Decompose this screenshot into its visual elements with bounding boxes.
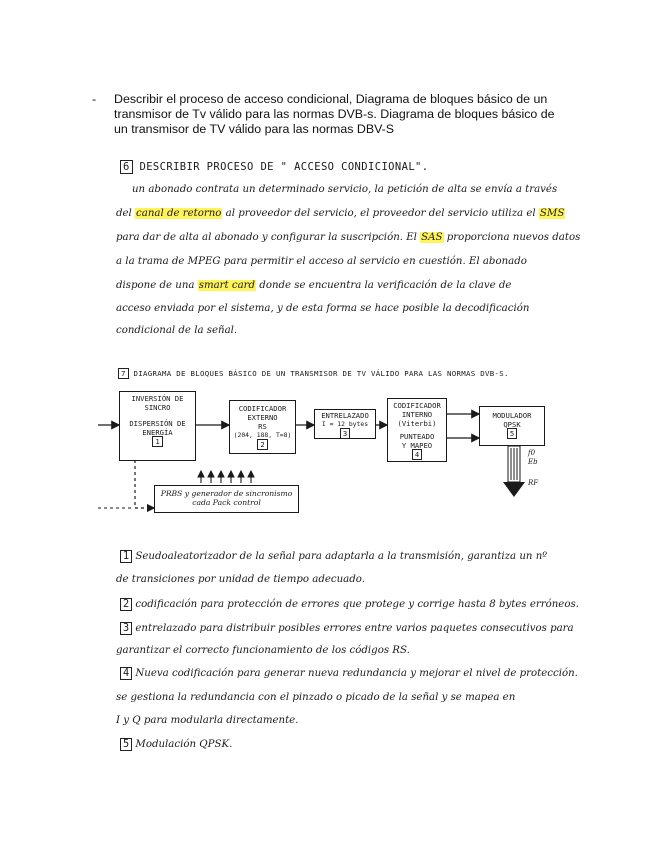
highlight-canal-de-retorno: canal de retorno (136, 208, 222, 219)
block-label: CODIFICADOR (238, 404, 287, 413)
note-text: entrelazado para distribuir posibles errores entre varios paquetes consecutivos para (135, 623, 574, 634)
note-3-cont (116, 645, 410, 656)
block-label: I = 12 bytes (321, 420, 369, 428)
note-text: Modulación QPSK. (135, 739, 233, 750)
note-text: de transiciones por unidad de tiempo adecuado. (116, 574, 365, 585)
note-text: Nueva codificación para generar nueva redundancia y mejorar el nivel de protección. (135, 668, 578, 679)
block-label: INVERSIÓN DE (131, 394, 184, 403)
note-text: garantizar el correcto funcionamiento de los códigos RS. (116, 645, 410, 656)
block-label: INTERNO (401, 410, 433, 419)
block-label (120, 412, 195, 419)
highlight-smart-card: smart card (198, 280, 256, 291)
note-4 (120, 668, 578, 679)
note-text: Seudoaleatorizador de la señal para adaptarla a la transmisión, garantiza un nº (135, 551, 548, 562)
note-number: 5 (120, 738, 132, 751)
block-label: cada Pack control (192, 498, 261, 507)
note-4-cont (116, 715, 298, 726)
block-label: MODULADOR (492, 411, 532, 420)
note-number: 1 (120, 550, 132, 563)
note-number: 3 (120, 622, 132, 635)
block-prbs-sync-generator (154, 485, 299, 513)
block-label: QPSK (503, 420, 521, 429)
note-1-cont (116, 574, 365, 585)
line-text: proporciona nuevos datos (443, 232, 581, 243)
section-6-title-text: DESCRIBIR PROCESO DE " ACCESO CONDICIONAL". (139, 161, 429, 173)
block-number: 1 (120, 437, 195, 446)
highlight-sms: SMS (539, 208, 565, 219)
bullet-dash: - (92, 92, 97, 106)
assignment-prompt: Describir el proceso de acceso condicional, Diagrama de bloques básico de un transmisor de Tv válido para las normas DVB-s. Diagrama de bloques básico de un transmisor de TV válido para las normas DBV-S (114, 92, 555, 136)
note-number: 4 (120, 667, 132, 680)
block-label: ENTRELAZADO (321, 411, 369, 420)
block-label: PRBS y generador de sincronismo (160, 489, 293, 498)
line-text: al proveedor del servicio, el proveedor del servicio utiliza el (222, 208, 539, 219)
line-text: acceso enviada por el sistema, y de esta forma se hace posible la decodificación (116, 303, 530, 314)
note-4-cont (116, 692, 515, 703)
note-number: 2 (120, 598, 132, 611)
block-number: 3 (315, 429, 375, 438)
section-6-number: 6 (120, 160, 133, 174)
block-outer-coder-rs (229, 400, 296, 454)
sync-arrows (201, 471, 251, 483)
block-label: ENERGÍA (142, 428, 173, 437)
block-energy-dispersal (119, 391, 196, 461)
output-label: RF (528, 479, 539, 487)
line-text: a la trama de MPEG para permitir el acceso al servicio en cuestión. El abonado (116, 256, 527, 267)
block-label: Y MAPEO (401, 441, 433, 450)
output-label: Eb (528, 458, 538, 466)
output-labels (528, 449, 538, 488)
block-inner-coder (387, 398, 447, 462)
note-2 (120, 599, 579, 610)
block-label: PUNTEADO (399, 432, 435, 441)
note-text: I y Q para modularla directamente. (116, 715, 299, 726)
line-text: un abonado contrata un determinado servicio, la petición de alta se envía a través (132, 184, 558, 195)
block-label: EXTERNO (247, 413, 278, 422)
note-5 (120, 739, 232, 750)
highlight-sas: SAS (421, 232, 443, 243)
line-text: dispone de una (116, 280, 198, 291)
line-text: donde se encuentra la verificación de la clave de (256, 280, 512, 291)
block-qpsk-modulator (479, 406, 545, 446)
block-label: CODIFICADOR (393, 401, 441, 410)
block-label: DISPERSIÓN DE (129, 419, 186, 428)
line-text: del (116, 208, 136, 219)
block-label: (Viterbi) (397, 419, 437, 428)
block-label: SINCRO (144, 403, 171, 412)
note-1 (120, 551, 547, 562)
note-text: se gestiona la redundancia con el pinzado o picado de la señal y se mapea en (116, 692, 516, 703)
output-label: f0 (528, 449, 536, 457)
block-number: 2 (230, 440, 295, 449)
block-label: RS (258, 422, 267, 431)
note-3 (120, 623, 574, 634)
block-interleaver (314, 409, 376, 439)
block-number: 5 (480, 429, 544, 438)
line-text: para dar de alta al abonado y configurar la suscripción. El (116, 232, 421, 243)
block-label: (204, 188, T=8) (233, 431, 292, 439)
section-7-number: 7 (118, 368, 129, 379)
note-text: codificación para protección de errores que protege y corrige hasta 8 bytes erróneos. (135, 599, 579, 610)
dashed-feed-arrow (135, 460, 154, 508)
section-7-title-text: DIAGRAMA DE BLOQUES BÁSICO DE UN TRANSMISOR DE TV VÁLIDO PARA LAS NORMAS DVB-S. (133, 369, 509, 378)
rf-output-arrow (503, 446, 525, 497)
block-number: 4 (388, 450, 446, 459)
line-text: condicional de la señal. (116, 325, 238, 336)
